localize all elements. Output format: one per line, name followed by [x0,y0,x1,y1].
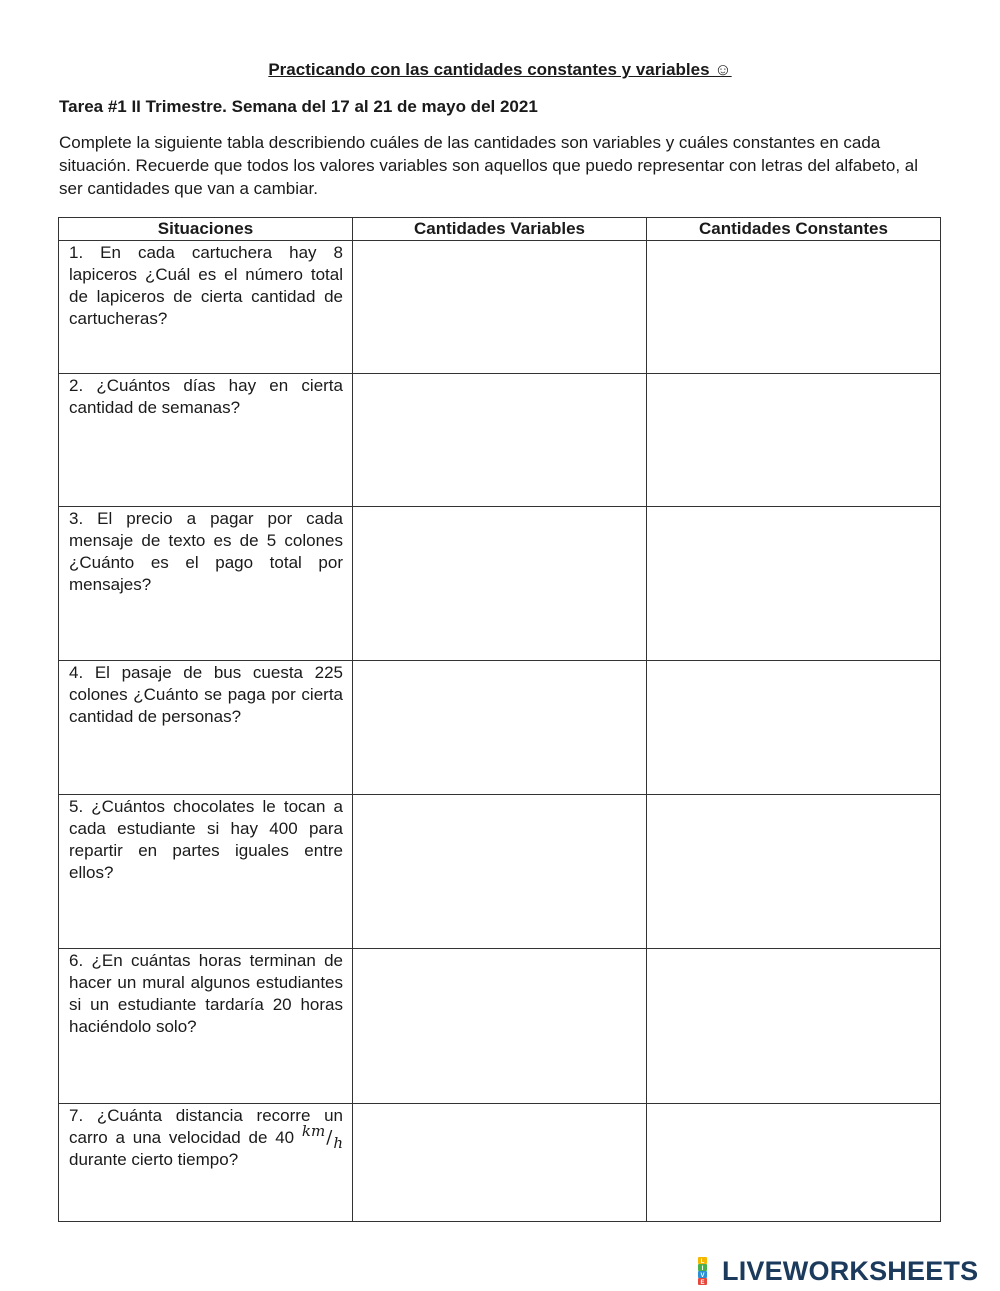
situation-text-start: 7. ¿Cuánta distancia recorre un carro a una velocidad de 40 [69,1106,343,1147]
variables-answer-cell[interactable] [353,507,647,661]
variables-answer-cell[interactable] [353,374,647,507]
situation-cell [59,1104,353,1222]
variables-answer-cell[interactable] [353,241,647,374]
worksheet-table [58,217,941,1222]
header-cantidades-constantes: Cantidades Constantes [647,218,941,241]
table-row [59,241,941,374]
logo-letter-v: V [700,1272,705,1279]
table-row [59,661,941,795]
logo-letter-l: L [700,1258,705,1265]
liveworksheets-logo[interactable] [697,1255,978,1287]
fraction-slash: / [326,1127,333,1148]
km-per-h-fraction [301,1122,343,1152]
situation-cell: 1. En cada cartuchera hay 8 lapiceros ¿Cuál es el número total de lapiceros de cierta cantidad de cartucheras? [59,241,353,374]
situation-cell: 4. El pasaje de bus cuesta 225 colones ¿Cuánto se paga por cierta cantidad de personas? [59,661,353,795]
header-situaciones: Situaciones [59,218,353,241]
liveworksheets-logo-icon [697,1257,719,1285]
worksheet-subtitle: Tarea #1 II Trimestre. Semana del 17 al 21 de mayo del 2021 [59,97,538,116]
variables-answer-cell[interactable] [353,949,647,1104]
situation-cell: 6. ¿En cuántas horas terminan de hacer un mural algunos estudiantes si un estudiante tardaría 20 horas haciéndolo solo? [59,949,353,1104]
table-row [59,949,941,1104]
logo-letter-i: I [701,1265,704,1272]
table-row [59,507,941,661]
logo-letter-e: E [700,1279,705,1285]
constants-answer-cell[interactable] [647,1104,941,1222]
constants-answer-cell[interactable] [647,795,941,949]
variables-answer-cell[interactable] [353,1104,647,1222]
fraction-denominator: h [333,1134,343,1152]
constants-answer-cell[interactable] [647,949,941,1104]
fraction-numerator: km [301,1122,326,1140]
constants-answer-cell[interactable] [647,374,941,507]
table-row [59,1104,941,1222]
situation-cell: 2. ¿Cuántos días hay en cierta cantidad de semanas? [59,374,353,507]
worksheet-title: Practicando con las cantidades constantes y variables ☺ [268,60,732,79]
variables-answer-cell[interactable] [353,661,647,795]
situation-cell: 3. El precio a pagar por cada mensaje de texto es de 5 colones ¿Cuánto es el pago total por mensajes? [59,507,353,661]
table-row [59,374,941,507]
situation-cell: 5. ¿Cuántos chocolates le tocan a cada estudiante si hay 400 para repartir en partes iguales entre ellos? [59,795,353,949]
header-cantidades-variables: Cantidades Variables [353,218,647,241]
logo-wordmark: LIVEWORKSHEETS [722,1255,979,1286]
situation-text-end: durante cierto tiempo? [69,1150,239,1169]
constants-answer-cell[interactable] [647,661,941,795]
instructions-text: Complete la siguiente tabla describiendo cuáles de las cantidades son variables y cuáles constantes en cada situación. Recuerde que todos los valores variables son aquellos que puedo representar con letras del alfabeto, al ser cantidades que van a cambiar. [59,133,919,198]
table-row [59,795,941,949]
table-header-row [59,218,941,241]
constants-answer-cell[interactable] [647,241,941,374]
variables-answer-cell[interactable] [353,795,647,949]
constants-answer-cell[interactable] [647,507,941,661]
